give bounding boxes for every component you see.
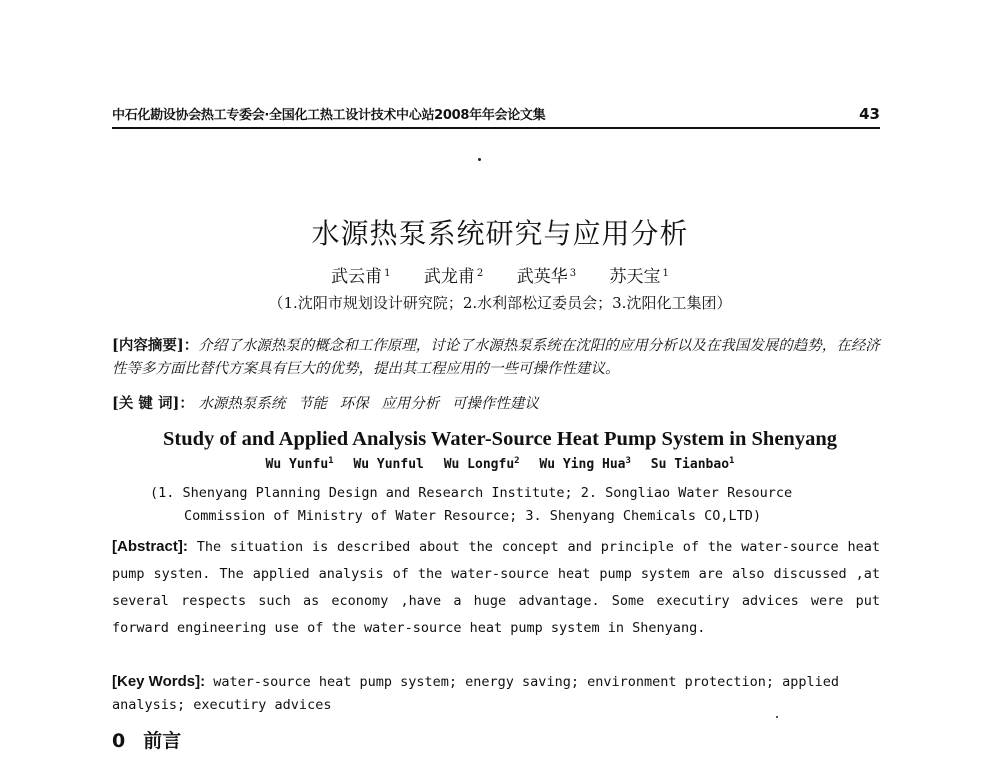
keyword-zh: 可操作性建议 <box>451 396 539 412</box>
section-heading <box>112 726 181 753</box>
keywords-en-label: [Key Words]: <box>112 673 206 690</box>
author-en: Su Tianbao$^1$ <box>650 456 735 472</box>
scan-speck <box>478 158 481 161</box>
abstract-en-label: [Abstract]: <box>112 538 188 555</box>
paper-title-en: Study of and Applied Analysis Water-Source Heat Pump System in Shenyang <box>163 428 837 450</box>
author-zh: 武英华 $^3$ <box>516 267 577 287</box>
section-title: 前言 <box>143 730 182 752</box>
author-en: Wu Yunfu$^1$ <box>265 456 334 472</box>
abstract-zh <box>112 334 880 381</box>
affiliation-en-line1: (1. Shenyang Planning Design and Research Institute; 2. Songliao Water Resource <box>150 485 793 501</box>
abstract-en <box>112 533 880 642</box>
keywords-en-text: water-source heat pump system; energy saving; environment protection; applied analysis; executiry advices <box>112 674 840 713</box>
author-en: Wu Yunful <box>353 457 424 472</box>
author-en: Wu Longfu$^2$ <box>443 456 520 472</box>
author-en: Wu Ying Hua$^3$ <box>539 456 631 472</box>
paper-title-zh: 水源热泵系统研究与应用分析 <box>311 217 689 250</box>
abstract-zh-label: [内容摘要]： <box>112 337 199 354</box>
affiliation-zh: （1.沈阳市规划设计研究院；2.水利部松辽委员会；3.沈阳化工集团） <box>268 294 732 312</box>
keywords-zh <box>112 392 880 416</box>
journal-title: 中石化勘设协会热工专委会·全国化工热工设计技术中心站2008年年会论文集 <box>112 108 546 123</box>
running-header <box>112 104 880 129</box>
keyword-zh: 应用分析 <box>381 396 440 412</box>
abstract-en-text: The situation is described about the concept and principle of the water-source heat pump systen. The applied analysis of the water-source heat pump system are also discussed ,at several respects such as economy ,have a huge advantage. Some executiry advices were put forward engineering use of the water-source heat pump system in Shenyang. <box>112 539 880 636</box>
affiliation-en <box>150 482 880 528</box>
affiliation-en-line2: Commission of Ministry of Water Resource; 3. Shenyang Chemicals CO,LTD) <box>184 508 762 524</box>
keyword-zh: 环保 <box>339 396 369 412</box>
author-zh: 武龙甫 $^2$ <box>423 267 484 287</box>
author-zh: 武云甫 $^1$ <box>331 267 391 287</box>
page-number: 43 <box>859 105 880 123</box>
scan-speck <box>776 716 778 718</box>
abstract-zh-text: 介绍了水源热泵的概念和工作原理，讨论了水源热泵系统在沈阳的应用分析以及在我国发展的趋势，在经济性等多方面比替代方案具有巨大的优势，提出其工程应用的一些可操作性建议。 <box>112 338 880 377</box>
keyword-zh: 水源热泵系统 <box>198 396 286 412</box>
author-list-en <box>0 456 1000 472</box>
keywords-zh-label: [关 键 词]： <box>112 395 194 412</box>
author-zh: 苏天宝 $^1$ <box>609 267 669 287</box>
keyword-zh: 节能 <box>298 396 328 412</box>
keywords-en <box>112 670 880 717</box>
section-number: 0 <box>112 730 126 752</box>
author-list-zh <box>0 262 1000 287</box>
